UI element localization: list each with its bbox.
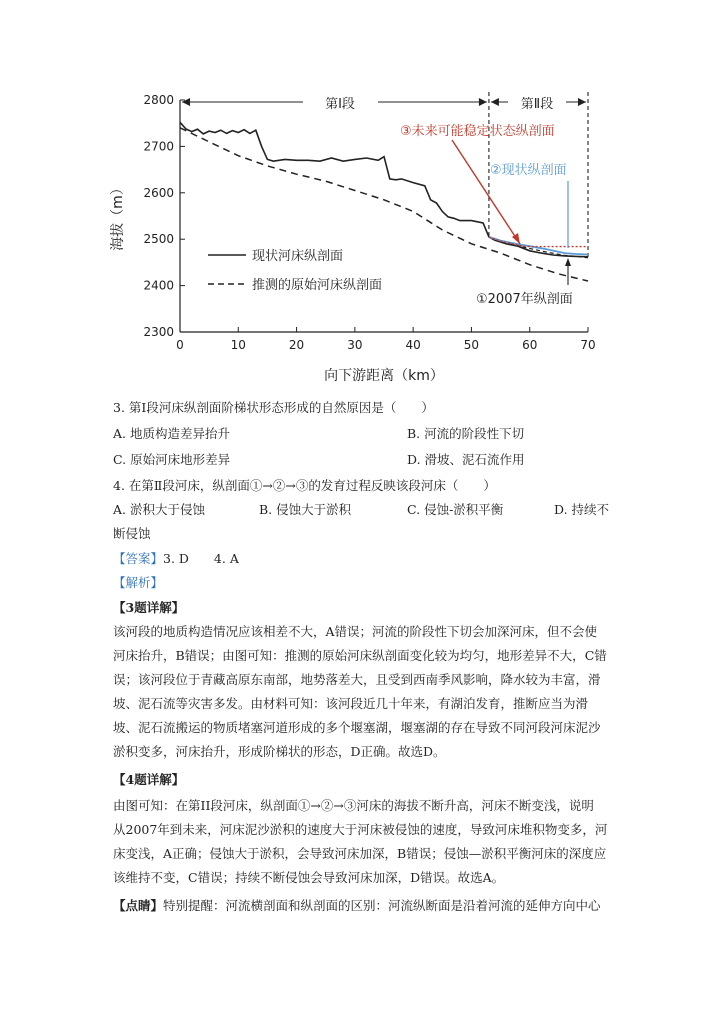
x-tick-label: 40	[405, 338, 421, 352]
q4-stem: 4. 在第Ⅱ段河床，纵剖面①→②→③的发育过程反映该段河床（ ）	[113, 478, 496, 493]
legend-solid-label: 现状河床纵剖面	[252, 249, 344, 264]
d4-line: 从2007年到未来，河床泥沙淤积的速度大于河床被侵蚀的速度，导致河床堆积物变多，河	[113, 822, 608, 837]
series-line-2	[180, 128, 588, 281]
d4-body	[113, 794, 613, 890]
q4-option-d: D. 持续不	[554, 502, 610, 517]
d3-line: 坡、泥石流等灾害多发。由材料可知：该河段近几十年来，有湖泊发育，推断应当为滑	[113, 696, 589, 711]
d3-line: 误；该河段位于青藏高原东南部，地势落差大，且受到西南季风影响，降水较为丰富，滑	[113, 672, 601, 687]
y-tick-label: 2500	[143, 232, 174, 247]
legend-dashed-label: 推测的原始河床纵剖面	[252, 278, 383, 293]
d3-line: 河床抬升，B错误；由图可知：推测的原始河床纵剖面变化较为均匀，地形差异不大，C错	[113, 648, 607, 663]
river-profile-chart	[0, 0, 724, 400]
annotation-1: ①2007年纵剖面	[476, 292, 573, 307]
d4-line: 该维持不变，C错误；持续不断侵蚀会导致河床加深，D错误。故选A。	[113, 870, 505, 885]
d3-title: 【3题详解】	[113, 600, 185, 615]
tip-text: 特别提醒：河流横剖面和纵剖面的区别：河流纵断面是沿着河流的延伸方向中心	[163, 898, 601, 913]
tip-label: 【点睛】	[113, 898, 164, 913]
q3-option-d: D. 滑坡、泥石流作用	[407, 452, 525, 467]
q3-option-b: B. 河流的阶段性下切	[407, 426, 525, 441]
answer-label: 【答案】	[113, 551, 164, 566]
annotations	[400, 123, 573, 307]
answer-value: 3. D 4. A	[163, 551, 239, 566]
y-tick-label: 2600	[143, 185, 174, 200]
q3-option-c: C. 原始河床地形差异	[113, 452, 231, 467]
segment-1-label: 第Ⅰ段	[325, 97, 355, 112]
d4-line: 由图可知：在第II段河床，纵剖面①→②→③河床的海拔不断升高，河床不断变浅，说明	[113, 798, 594, 813]
seg1-arrowhead-right	[479, 98, 487, 106]
q3-option-a: A. 地质构造差异抬升	[113, 426, 230, 441]
x-tick-label: 10	[230, 338, 246, 352]
x-tick-label: 70	[580, 338, 596, 352]
legend	[208, 248, 382, 293]
y-tick-label: 2800	[143, 93, 174, 107]
x-axis-label: 向下游距离（km）	[324, 368, 444, 384]
x-tick-label: 60	[522, 338, 538, 352]
annotation-1-arrowhead	[565, 258, 571, 266]
x-tick-label: 20	[288, 338, 305, 352]
x-tick-label: 50	[463, 338, 480, 352]
y-tick-label: 2700	[143, 139, 174, 154]
segment-2-label: 第Ⅱ段	[520, 97, 554, 112]
analysis-label: 【解析】	[113, 575, 164, 590]
d4-title: 【4题详解】	[113, 772, 185, 787]
annotation-2: ②现状纵剖面	[490, 163, 567, 178]
answer-line	[113, 549, 239, 569]
q4-option-c: C. 侵蚀-淤积平衡	[407, 502, 504, 517]
d4-line: 床变浅，A正确；侵蚀大于淤积，会导致河床加深，B错误；侵蚀—淤积平衡河床的深度应	[113, 846, 607, 861]
x-tick-label: 30	[347, 338, 363, 352]
segment-markers	[325, 97, 553, 112]
series-line-1	[180, 122, 588, 256]
y-axis-label: 海拔（m）	[110, 181, 126, 251]
seg2-arrowhead-left	[491, 98, 499, 106]
seg2-arrowhead-right	[578, 98, 586, 106]
x-tick-label: 0	[176, 338, 184, 352]
d3-line: 该河段的地质构造情况应该相差不大，A错误；河流的阶段性下切会加深河床，但不会使	[113, 624, 598, 639]
q4-option-b: B. 侵蚀大于淤积	[259, 502, 352, 517]
q4-option-a: A. 淤积大于侵蚀	[113, 502, 205, 517]
chart-series	[180, 122, 588, 281]
d3-line: 坡、泥石流搬运的物质堵塞河道形成的多个堰塞湖，堰塞湖的存在导致不同河段河床泥沙	[113, 720, 601, 735]
tip-line	[113, 896, 601, 916]
seg1-arrowhead-left	[182, 98, 190, 106]
q4-option-d-cont: 断侵蚀	[113, 526, 151, 541]
d3-body	[113, 620, 613, 764]
y-tick-label: 2300	[143, 325, 174, 339]
y-tick-label: 2400	[143, 278, 174, 293]
d3-line: 淤积变多，河床抬升，形成阶梯状的形态，D正确。故选D。	[113, 744, 446, 759]
annotation-3: ③未来可能稳定状态纵剖面	[400, 124, 555, 139]
q3-stem: 3. 第Ⅰ段河床纵剖面阶梯状形态形成的自然原因是（ ）	[113, 400, 434, 415]
